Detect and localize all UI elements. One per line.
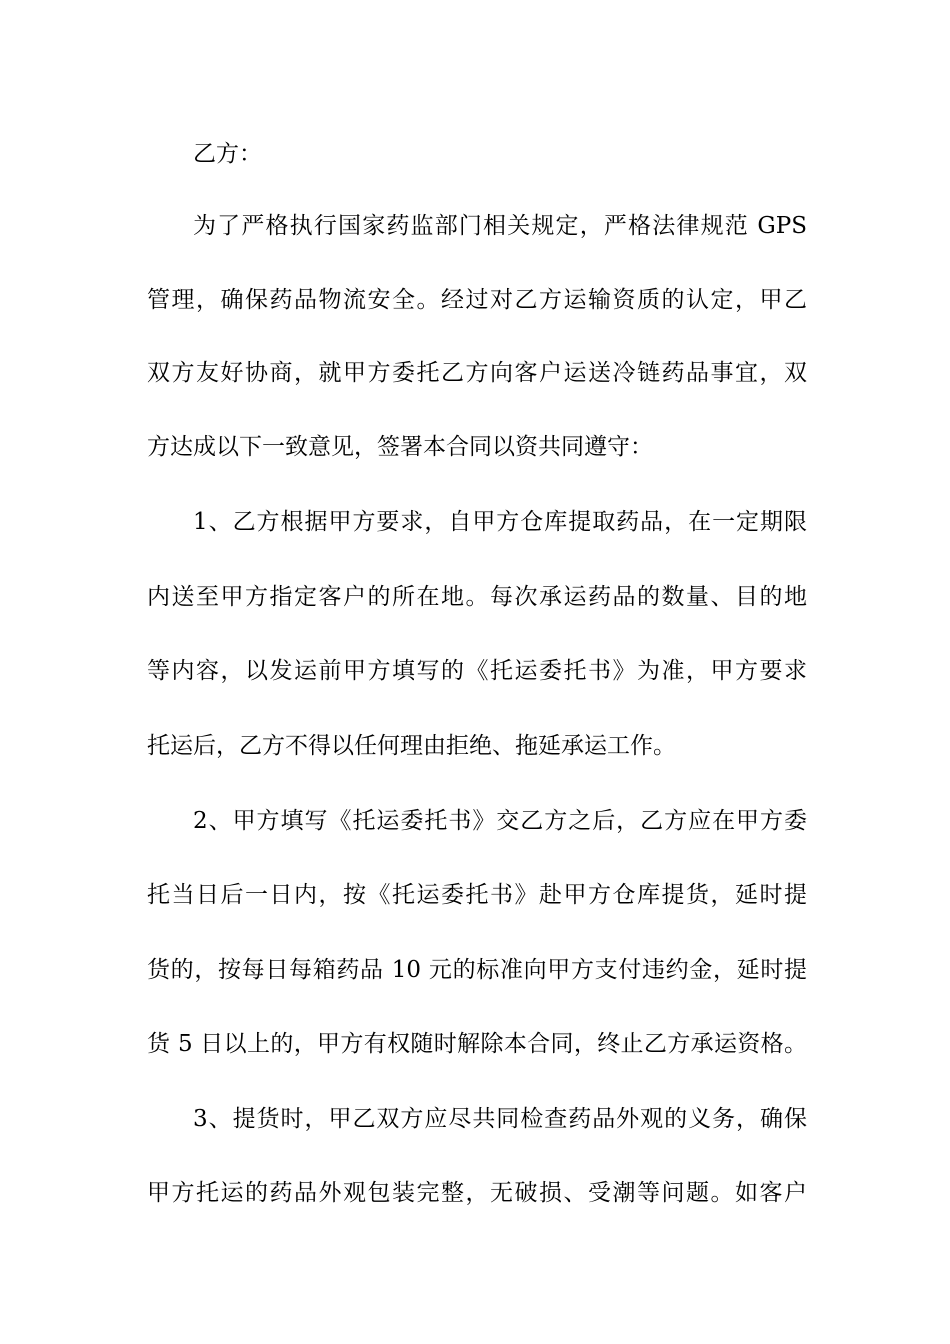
paragraph-line: 为了严格执行国家药监部门相关规定，严格法律规范 GPS — [193, 213, 807, 239]
clause-2-line: 托当日后一日内，按《托运委托书》赴甲方仓库提货，延时提 — [147, 882, 807, 908]
clause-2-line: 货的，按每日每箱药品 10 元的标准向甲方支付违约金，延时提 — [147, 957, 807, 983]
clause-1-line: 内送至甲方指定客户的所在地。每次承运药品的数量、目的地 — [147, 584, 807, 610]
clause-1-line: 托运后，乙方不得以任何理由拒绝、拖延承运工作。 — [147, 733, 676, 759]
clause-1-line: 等内容，以发运前甲方填写的《托运委托书》为准，甲方要求 — [147, 658, 807, 684]
clause-1-line: 1、乙方根据甲方要求，自甲方仓库提取药品，在一定期限 — [193, 509, 807, 535]
clause-3-line: 甲方托运的药品外观包装完整，无破损、受潮等问题。如客户 — [147, 1180, 807, 1206]
clause-3-line: 3、提货时，甲乙双方应尽共同检查药品外观的义务，确保 — [193, 1106, 807, 1132]
clause-2-line: 2、甲方填写《托运委托书》交乙方之后，乙方应在甲方委 — [193, 808, 807, 834]
clause-2-line: 货 5 日以上的，甲方有权随时解除本合同，终止乙方承运资格。 — [147, 1031, 807, 1057]
paragraph-line: 方达成以下一致意见，签署本合同以资共同遵守： — [147, 434, 653, 460]
party-b-label: 乙方： — [193, 141, 262, 167]
paragraph-line: 双方友好协商，就甲方委托乙方向客户运送冷链药品事宜，双 — [147, 360, 807, 386]
paragraph-line: 管理，确保药品物流安全。经过对乙方运输资质的认定，甲乙 — [147, 287, 807, 313]
